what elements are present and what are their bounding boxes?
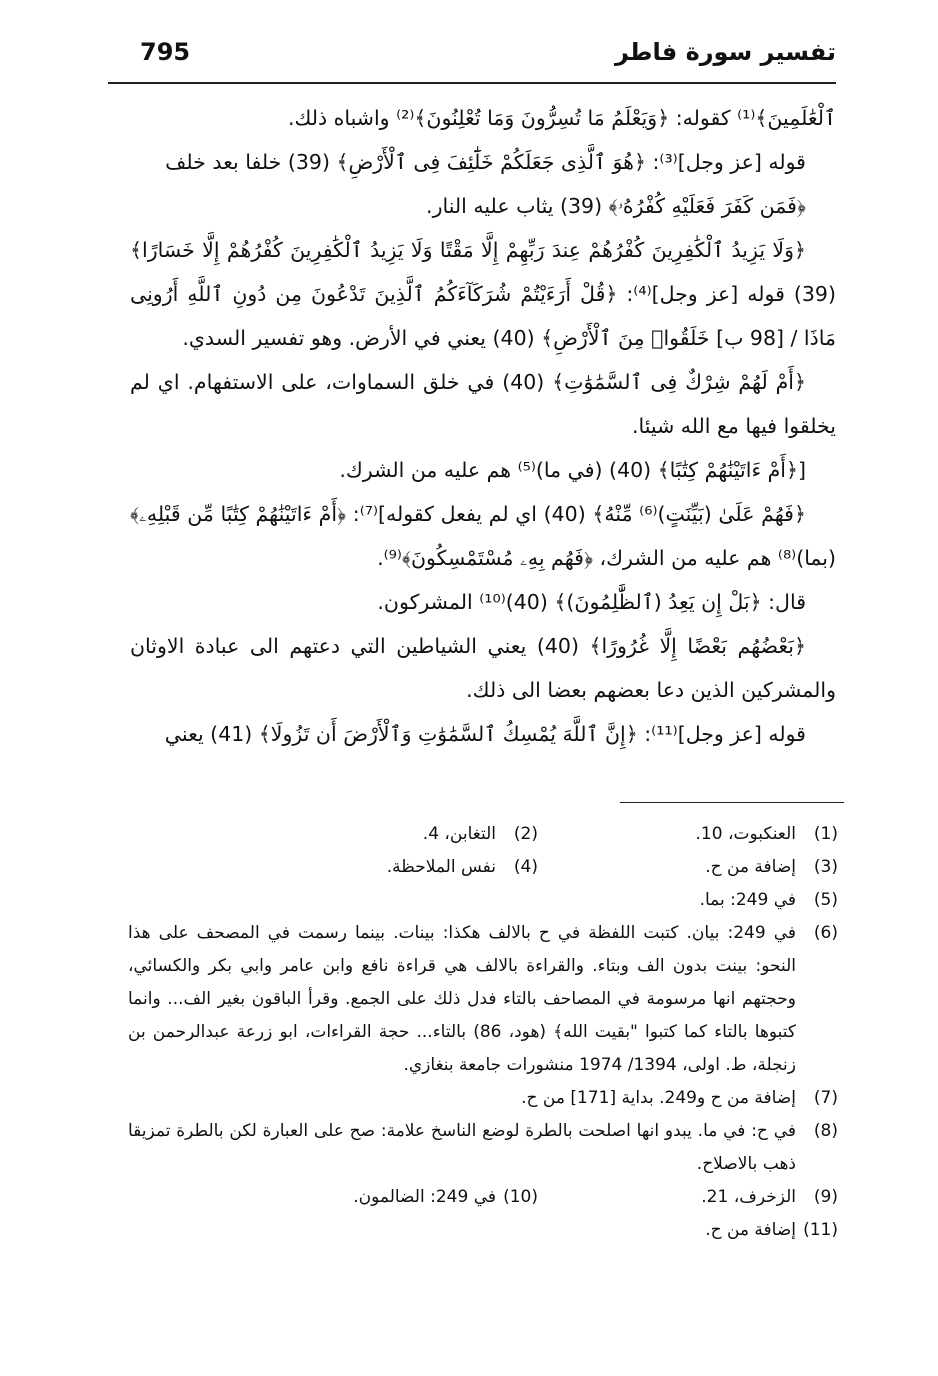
running-title: تفسير سورة فاطر bbox=[614, 38, 836, 66]
page-number: 795 bbox=[140, 38, 191, 66]
footnote-text: نفس الملاحظة. bbox=[386, 857, 496, 877]
footnote-text: إضافة من ح و249. بداية [171] من ح. bbox=[521, 1088, 796, 1108]
footnote-divider bbox=[620, 802, 844, 803]
footnote-text: في 249: بيان. كتبت اللفظة في ح بالالف هكذا: بينات. بينما رسمت في المصحف على هذا النحو: بينت بدون الف وبتاء. والقراءة بالالف هي قراءة نافع وابن عامر وابي بكر والكسائي، وحجتهم انها مرسومة في المصاحف بالتاء فدل ذلك على الجمع. وقرأ الباقون بغير الف... وانما كتبوها بالتاء كما كتبوا "بقيت الله﴾ (هود، 86) بالتاء... حجة القراءات، ابو زرعة عبدالرحمن بن زنجلة، ط. اولى، 1394/ 1974 منشورات جامعة بنغازي. bbox=[128, 923, 797, 1075]
footnotes bbox=[128, 818, 838, 1247]
footnote bbox=[128, 884, 838, 917]
footnote-row bbox=[128, 818, 838, 851]
main-text bbox=[130, 96, 836, 756]
footnote-text: في ح: في ما. يبدو انها اصلحت بالطرة لوضع الناسخ علامة: صح على العبارة لكن بالطرة تمزيقا ذهب بالاصلاح. bbox=[128, 1121, 796, 1174]
paragraph: [﴿أَمْ ءَاتَيْنَٰهُمْ كِتَٰبًا﴾ (40) (في ما)⁽⁵⁾ هم عليه من الشرك. bbox=[339, 458, 806, 482]
footnote bbox=[238, 818, 538, 851]
footnote-number: (2) bbox=[513, 824, 538, 844]
footnote bbox=[538, 1181, 838, 1214]
paragraph: ﴿أَمْ لَهُمْ شِرْكٌ فِى ٱلسَّمَٰوَٰتِ﴾ (40) في خلق السماوات، على الاستفهام. اي لم يخلقوا فيها مع الله شيئا. bbox=[130, 370, 836, 438]
footnote-text: الزخرف، 21. bbox=[701, 1187, 796, 1207]
footnote-text: التغابن، 4. bbox=[422, 824, 496, 844]
footnote bbox=[128, 1115, 838, 1181]
paragraph: قال: ﴿بَلْ إِن يَعِدُ (ٱلظَّٰلِمُونَ)﴾ (40)⁽¹⁰⁾ المشركون. bbox=[377, 590, 806, 614]
footnote-text: العنكبوت، 10. bbox=[695, 824, 796, 844]
footnote-row bbox=[128, 851, 838, 884]
footnote-text: إضافة من ح. bbox=[705, 1220, 796, 1240]
footnote bbox=[538, 818, 838, 851]
footnote-number: (10) bbox=[503, 1187, 538, 1207]
footnote-number: (9) bbox=[813, 1187, 838, 1207]
paragraph: قوله [عز وجل]⁽³⁾: ﴿هُوَ ٱلَّذِى جَعَلَكُمْ خَلَٰٓئِفَ فِى ٱلْأَرْضِ﴾ (39) خلفا بعد خلف bbox=[165, 150, 806, 174]
paragraph: قوله [عز وجل]⁽¹¹⁾: ﴿إِنَّ ٱللَّهَ يُمْسِكُ ٱلسَّمَٰوَٰتِ وَٱلْأَرْضَ أَن تَزُولَا﴾ (41) يعني bbox=[164, 722, 806, 746]
footnote-text: في 249: بما. bbox=[699, 890, 796, 910]
footnote bbox=[238, 851, 538, 884]
footnote-number: (4) bbox=[513, 857, 538, 877]
footnote bbox=[538, 851, 838, 884]
footnote-number: (8) bbox=[813, 1121, 838, 1141]
footnote-number: (3) bbox=[813, 857, 838, 877]
paragraph: ﴿بَعْضُهُم بَعْضًا إِلَّا غُرُورًا﴾ (40) يعني الشياطين التي دعتهم الى عبادة الاوثان والمشركين الذين دعا بعضهم بعضا الى ذلك. bbox=[130, 634, 836, 702]
footnote bbox=[128, 1214, 838, 1247]
footnote-number: (1) bbox=[813, 824, 838, 844]
footnote-number: (7) bbox=[813, 1088, 838, 1108]
footnote bbox=[128, 917, 838, 1082]
paragraph: ﴿وَلَا يَزِيدُ ٱلْكَٰفِرِينَ كُفْرُهُمْ عِندَ رَبِّهِمْ إِلَّا مَقْتًا وَلَا يَزِيدُ ٱلْكَٰفِرِينَ كُفْرُهُمْ إِلَّا خَسَارًا﴾ (39) قوله [عز وجل]⁽⁴⁾: ﴿قُلْ أَرَءَيْتُمْ شُرَكَآءَكُمُ ٱلَّذِينَ تَدْعُونَ مِن دُونِ ٱللَّهِ أَرُونِى مَاذَا / [98 ب] خَلَقُوا۟ مِنَ ٱلْأَرْضِ﴾ (40) يعني في الأرض. وهو تفسير السدي. bbox=[130, 238, 836, 350]
footnote-number: (11) bbox=[803, 1220, 838, 1240]
footnote bbox=[238, 1181, 538, 1214]
footnote bbox=[128, 1082, 838, 1115]
footnote-number: (6) bbox=[813, 923, 838, 943]
page-header bbox=[108, 32, 836, 84]
footnote-text: في 249: الضالمون. bbox=[353, 1187, 496, 1207]
footnote-row bbox=[128, 1181, 838, 1214]
footnote-text: إضافة من ح. bbox=[705, 857, 796, 877]
footnote-number: (5) bbox=[813, 890, 838, 910]
paragraph: ٱلْعَٰلَمِينَ﴾⁽¹⁾ كقوله: ﴿وَيَعْلَمُ مَا تُسِرُّونَ وَمَا تُعْلِنُونَ﴾⁽²⁾ واشباه ذلك. bbox=[287, 106, 836, 130]
paragraph: ﴿فَهُمْ عَلَىٰ (بَيِّنَتٍ)⁽⁶⁾ مِّنْهُ﴾ (40) اي لم يفعل كقوله]⁽⁷⁾: ﴿أَمْ ءَاتَيْنَٰهُمْ كِتَٰبًا مِّن قَبْلِهِۦ﴾ (بما)⁽⁸⁾ هم عليه من الشرك، ﴿فَهُم بِهِۦ مُسْتَمْسِكُونَ﴾⁽⁹⁾. bbox=[130, 502, 836, 570]
paragraph: ﴿فَمَن كَفَرَ فَعَلَيْهِ كُفْرُهُۥ﴾ (39) يثاب عليه النار. bbox=[426, 194, 806, 218]
